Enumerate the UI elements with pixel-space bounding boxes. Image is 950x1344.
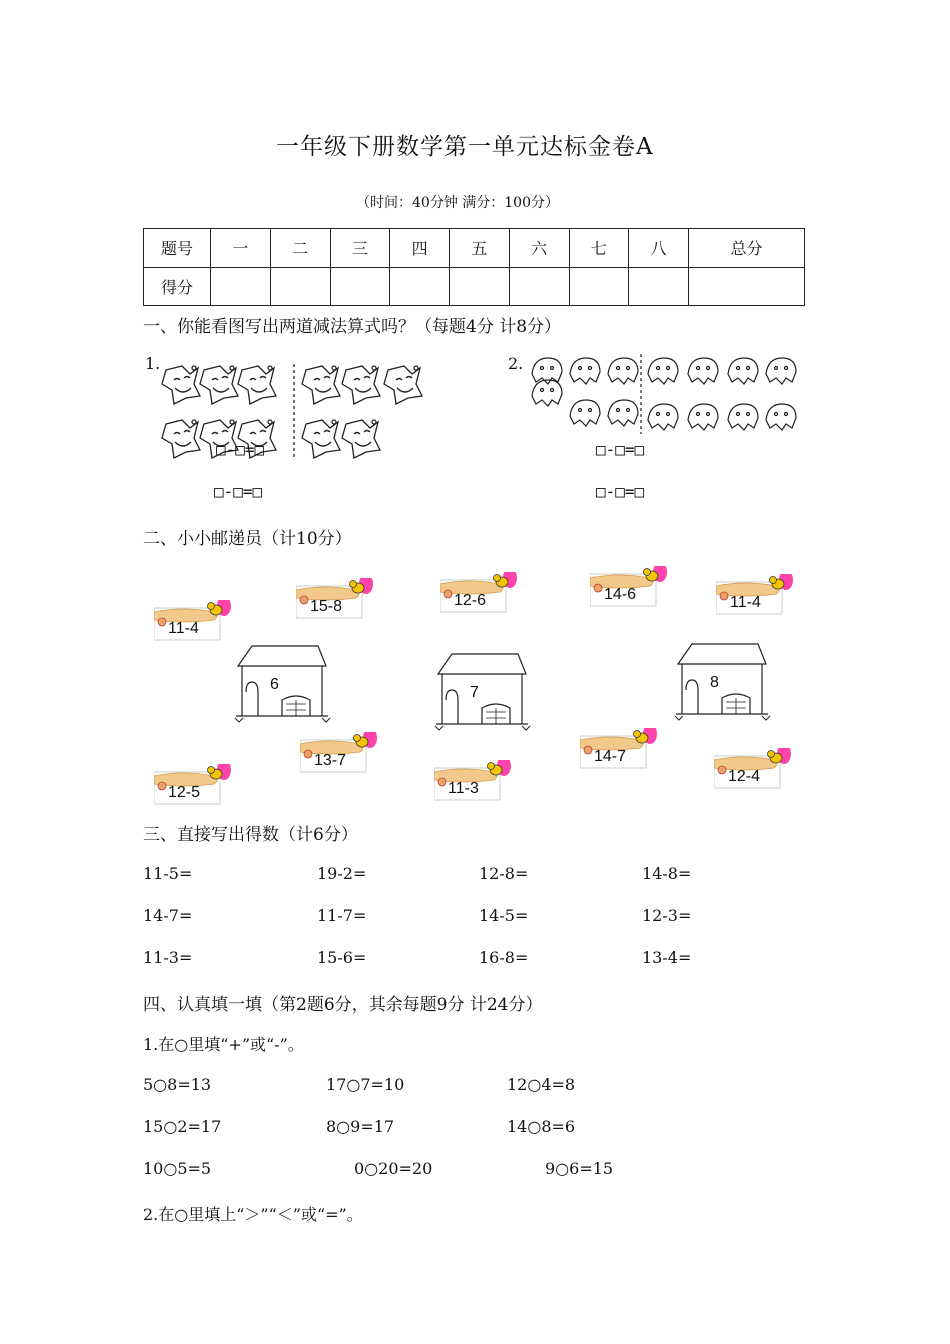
question-1-label: 1. [145, 354, 161, 373]
header-cell: 七 [569, 229, 629, 268]
arithmetic-item[interactable]: 19-2= [317, 864, 367, 883]
letter-expression: 12-5 [168, 784, 201, 801]
header-cell: 一 [211, 229, 271, 268]
section2-heading: 二、小小邮递员（计10分） [143, 529, 352, 549]
equation-blank[interactable]: □-□=□ [214, 482, 263, 501]
letter-expression: 12-4 [728, 768, 761, 785]
faces-picture [160, 362, 430, 462]
score-cell[interactable] [211, 267, 271, 306]
equation-blank[interactable]: □-□=□ [596, 440, 645, 459]
arithmetic-item[interactable]: 14-5= [479, 906, 529, 925]
letter-card[interactable] [590, 566, 662, 606]
letter-card[interactable] [714, 748, 786, 788]
house-number: 6 [270, 676, 279, 693]
header-cell: 总分 [689, 229, 805, 268]
letter-card[interactable] [716, 574, 788, 614]
exam-info: （时间：40分钟 满分：100分） [356, 195, 559, 211]
score-table-header-row [144, 229, 805, 268]
letter-expression: 11-4 [168, 620, 199, 637]
fill-operator-item[interactable]: 10○5=5 [143, 1159, 212, 1178]
section4-heading: 四、认真填一填（第2题6分，其余每题9分 计24分） [143, 995, 543, 1015]
score-cell[interactable] [509, 267, 569, 306]
letter-card[interactable] [440, 572, 512, 612]
fill-operator-item[interactable]: 17○7=10 [326, 1075, 405, 1094]
letter-expression: 14-7 [594, 748, 627, 765]
fill-operator-item[interactable]: 0○20=20 [354, 1159, 433, 1178]
score-cell[interactable] [689, 267, 805, 306]
question-2-label: 2. [508, 354, 524, 373]
fill-operator-item[interactable]: 9○6=15 [545, 1159, 614, 1178]
section3-heading: 三、直接写出得数（计6分） [143, 825, 358, 845]
letter-expression: 11-3 [448, 780, 479, 797]
score-cell[interactable] [330, 267, 390, 306]
house [232, 642, 328, 722]
fill-operator-item[interactable]: 5○8=13 [143, 1075, 212, 1094]
house [432, 650, 528, 730]
score-table [143, 228, 805, 306]
header-cell: 三 [330, 229, 390, 268]
header-cell: 题号 [144, 229, 211, 268]
fill-operator-item[interactable]: 15○2=17 [143, 1117, 222, 1136]
arithmetic-item[interactable]: 12-3= [642, 906, 692, 925]
ghosts-picture [528, 352, 800, 436]
letter-expression: 15-8 [310, 598, 343, 615]
arithmetic-item[interactable]: 11-3= [143, 948, 193, 967]
section1-heading: 一、你能看图写出两道减法算式吗？（每题4分 计8分） [143, 317, 562, 337]
arithmetic-item[interactable]: 14-7= [143, 906, 193, 925]
row-label: 得分 [144, 267, 211, 306]
fill-operator-item[interactable]: 12○4=8 [507, 1075, 576, 1094]
arithmetic-item[interactable]: 13-4= [642, 948, 692, 967]
header-cell: 八 [629, 229, 689, 268]
letter-expression: 14-6 [604, 586, 637, 603]
letter-expression: 13-7 [314, 752, 347, 769]
letter-card[interactable] [580, 728, 652, 768]
letter-card[interactable] [434, 760, 506, 800]
equation-blank[interactable]: □-□=□ [216, 440, 265, 459]
letter-card[interactable] [154, 764, 226, 804]
score-cell[interactable] [270, 267, 330, 306]
house [672, 640, 768, 720]
section4-question-2: 2.在○里填上“＞”“＜”或“=”。 [143, 1205, 363, 1224]
fill-operator-item[interactable]: 8○9=17 [326, 1117, 395, 1136]
fill-operator-item[interactable]: 14○8=6 [507, 1117, 576, 1136]
letter-card[interactable] [296, 578, 368, 618]
page-title: 一年级下册数学第一单元达标金卷A [276, 134, 654, 160]
equation-blank[interactable]: □-□=□ [596, 482, 645, 501]
letter-expression: 12-6 [454, 592, 487, 609]
letter-expression: 11-4 [730, 594, 761, 611]
arithmetic-item[interactable]: 14-8= [642, 864, 692, 883]
score-cell[interactable] [629, 267, 689, 306]
score-cell[interactable] [390, 267, 450, 306]
house-number: 8 [710, 674, 719, 691]
arithmetic-item[interactable]: 11-7= [317, 906, 367, 925]
score-table-score-row [144, 267, 805, 306]
arithmetic-item[interactable]: 11-5= [143, 864, 193, 883]
score-cell[interactable] [569, 267, 629, 306]
letter-card[interactable] [300, 732, 372, 772]
letter-card[interactable] [154, 600, 226, 640]
header-cell: 六 [509, 229, 569, 268]
arithmetic-item[interactable]: 15-6= [317, 948, 367, 967]
header-cell: 五 [450, 229, 510, 268]
header-cell: 二 [270, 229, 330, 268]
section4-question-1: 1.在○里填“+”或“-”。 [143, 1035, 304, 1054]
arithmetic-item[interactable]: 12-8= [479, 864, 529, 883]
header-cell: 四 [390, 229, 450, 268]
house-number: 7 [470, 684, 479, 701]
score-cell[interactable] [450, 267, 510, 306]
arithmetic-item[interactable]: 16-8= [479, 948, 529, 967]
